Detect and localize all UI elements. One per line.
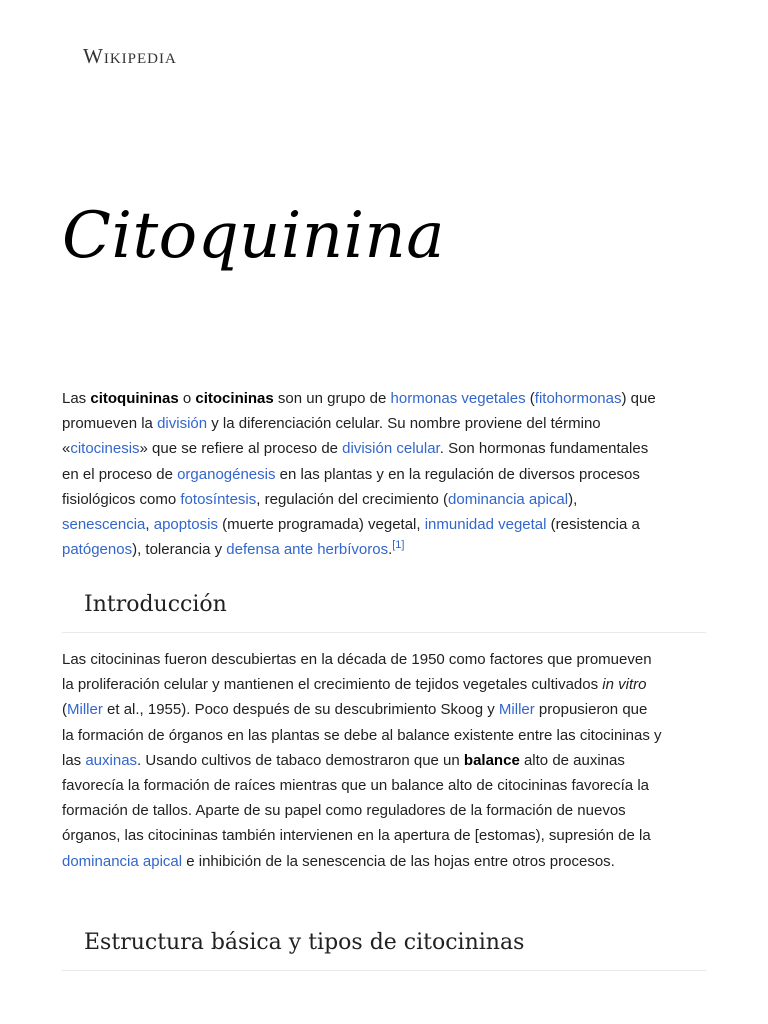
text: propusieron que la formación de órganos en las plantas se debe al balance existente entre las citocininas y las bbox=[62, 701, 662, 769]
text: en las plantas y en la regulación de diversos procesos fisiológicos como bbox=[62, 465, 640, 508]
text: e inhibición de la senescencia de las hojas entre otros procesos. bbox=[182, 852, 615, 870]
link-defensa-ante-herbivoros[interactable]: defensa ante herbívoros bbox=[226, 541, 389, 559]
introduccion-paragraph bbox=[62, 647, 662, 874]
link-fitohormonas[interactable]: fitohormonas bbox=[534, 390, 622, 407]
link-division[interactable]: división bbox=[157, 415, 208, 433]
text: . bbox=[388, 541, 393, 559]
text: ( bbox=[62, 701, 67, 719]
bold-term-balance: balance bbox=[463, 751, 520, 769]
italic-in-vitro: in vitro bbox=[602, 676, 647, 694]
section-heading-introduccion[interactable]: Introducción bbox=[62, 588, 706, 633]
link-miller[interactable]: Miller bbox=[67, 701, 103, 719]
text: ), bbox=[568, 490, 578, 508]
link-auxinas[interactable]: auxinas bbox=[85, 751, 138, 769]
intro-paragraph bbox=[62, 386, 662, 562]
text: y la diferenciación celular. Su nombre proviene del término « bbox=[62, 415, 601, 458]
text: alto de auxinas favorecía la formación de raíces mientras que un balance alto de citocininas favorecía la formación de tallos. Aparte de su papel como reguladores de la formación de nuevos órganos, las citocininas también intervienen en la apertura de [estomas), supresión de la bbox=[62, 751, 651, 845]
link-apoptosis[interactable]: apoptosis bbox=[153, 516, 218, 534]
section-heading-estructura[interactable]: Estructura básica y tipos de citocininas bbox=[62, 926, 706, 971]
link-dominancia-apical[interactable]: dominancia apical bbox=[448, 490, 569, 508]
text: Las bbox=[62, 390, 91, 407]
text: . Usando cultivos de tabaco demostraron que un bbox=[137, 751, 464, 769]
link-inmunidad-vegetal[interactable]: inmunidad vegetal bbox=[424, 516, 547, 534]
link-patogenos[interactable]: patógenos bbox=[62, 541, 133, 559]
text: ( bbox=[525, 390, 535, 407]
text: ) que promueven la bbox=[62, 390, 656, 433]
page-title: Citoquinina bbox=[62, 199, 445, 273]
link-fotosintesis[interactable]: fotosíntesis bbox=[180, 490, 257, 508]
text: . Son hormonas fundamentales en el proceso de bbox=[62, 440, 649, 483]
text: et al., 1955). Poco después de su descubrimiento Skoog y bbox=[102, 701, 499, 719]
text: o bbox=[178, 390, 196, 407]
link-miller[interactable]: Miller bbox=[498, 701, 535, 719]
link-citocinesis[interactable]: citocinesis bbox=[70, 440, 140, 458]
text: ), tolerancia y bbox=[132, 541, 227, 559]
text: (resistencia a bbox=[546, 516, 640, 534]
text: son un grupo de bbox=[273, 390, 391, 407]
link-hormonas-vegetales[interactable]: hormonas vegetales bbox=[390, 390, 526, 407]
text: » que se refiere al proceso de bbox=[139, 440, 343, 458]
link-division-celular[interactable]: división celular bbox=[342, 440, 440, 458]
text: Las citocininas fueron descubiertas en la década de 1950 como factores que promueven la proliferación celular y mantienen el crecimiento de tejidos vegetales cultivados bbox=[62, 651, 652, 694]
link-dominancia-apical[interactable]: dominancia apical bbox=[62, 852, 183, 870]
bold-term-citocininas: citocininas bbox=[195, 390, 274, 407]
bold-term-citoquininas: citoquininas bbox=[90, 390, 179, 407]
link-organogenesis[interactable]: organogénesis bbox=[177, 465, 276, 483]
wikipedia-wordmark[interactable]: Wikipedia bbox=[83, 44, 177, 68]
link-senescencia[interactable]: senescencia bbox=[62, 516, 146, 534]
text: , regulación del crecimiento ( bbox=[256, 490, 449, 508]
reference-1[interactable]: [1] bbox=[392, 539, 405, 552]
text: , bbox=[145, 516, 154, 534]
text: (muerte programada) vegetal, bbox=[217, 516, 425, 534]
